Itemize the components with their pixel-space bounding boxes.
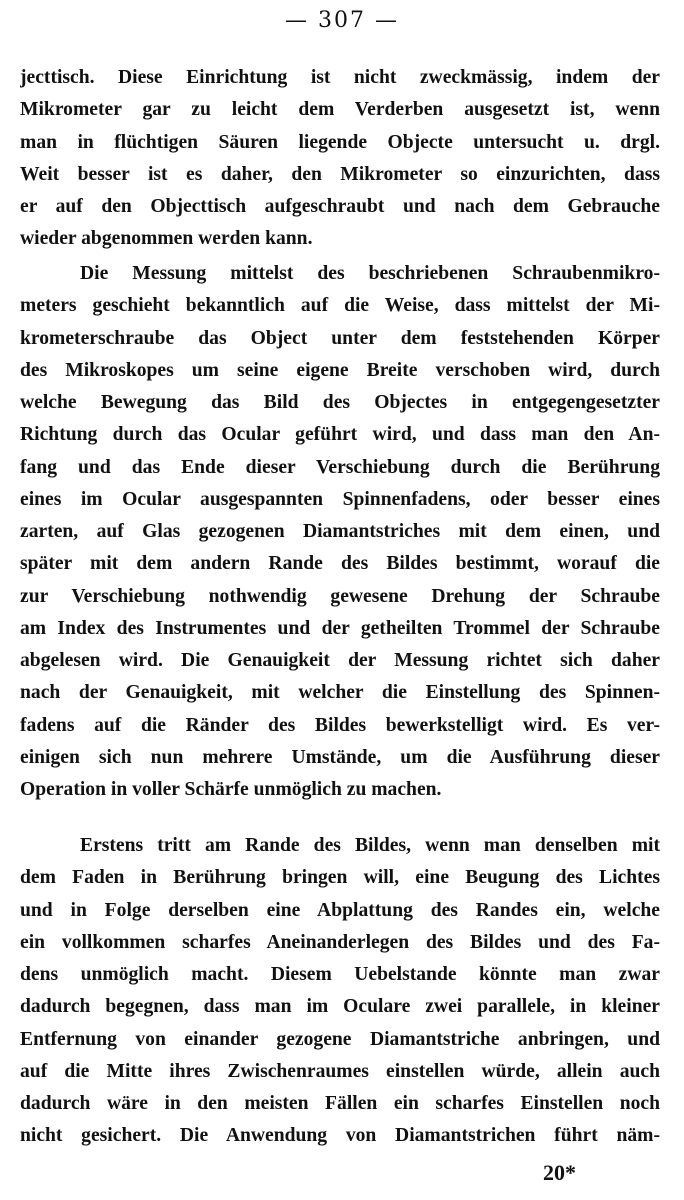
- text-line: einigen sich nun mehrere Umstände, um die Ausführung dieser: [20, 746, 660, 768]
- text-line: nach der Genauigkeit, mit welcher die Einstellung des Spinnen-: [20, 682, 660, 704]
- text-line: dadurch begegnen, dass man im Oculare zwei parallele, in kleiner: [20, 996, 660, 1018]
- text-line: Die Messung mittelst des beschriebenen Schraubenmikro-: [80, 263, 660, 284]
- text-line: Richtung durch das Ocular geführt wird, und dass man den An-: [20, 424, 660, 446]
- printer-signature-mark: 20*: [543, 1160, 576, 1185]
- text-line: Operation in voller Schärfe unmöglich zu machen.: [20, 779, 442, 800]
- text-line: Erstens tritt am Rande des Bildes, wenn man denselben mit: [80, 835, 660, 856]
- text-line: dem Faden in Berührung bringen will, eine Beugung des Lichtes: [20, 867, 660, 889]
- text-line: fang und das Ende dieser Verschiebung durch die Berührung: [20, 456, 660, 478]
- text-line: welche Bewegung das Bild des Objectes in entgegengesetzter: [20, 392, 660, 413]
- text-line: abgelesen wird. Die Genauigkeit der Messung richtet sich daher: [20, 650, 660, 671]
- text-line: nicht gesichert. Die Anwendung von Diamantstrichen führt näm-: [20, 1125, 660, 1147]
- paragraph-2: [20, 258, 660, 806]
- text-line: krometerschraube das Object unter dem feststehenden Körper: [20, 327, 660, 349]
- text-line: zarten, auf Glas gezogenen Diamantstriches mit dem einen, und: [20, 521, 660, 542]
- text-line: Weit besser ist es daher, den Mikrometer so einzurichten, dass: [20, 163, 660, 185]
- text-line: jecttisch. Diese Einrichtung ist nicht zweckmässig, indem der: [20, 67, 660, 88]
- text-line: wieder abgenommen werden kann.: [20, 228, 313, 250]
- text-line: dens unmöglich macht. Diesem Uebelstande könnte man zwar: [20, 964, 660, 985]
- text-line: am Index des Instrumentes und der getheilten Trommel der Schraube: [20, 617, 660, 639]
- text-line: auf die Mitte ihres Zwischenraumes einstellen würde, allein auch: [20, 1060, 660, 1082]
- text-line: man in flüchtigen Säuren liegende Objecte untersucht u. drgl.: [20, 131, 660, 153]
- page-number: — 307 —: [285, 8, 399, 33]
- text-line: eines im Ocular ausgespannten Spinnenfadens, oder besser eines: [20, 488, 660, 510]
- text-line: Entfernung von einander gezogene Diamantstriche anbringen, und: [20, 1028, 660, 1050]
- text-line: später mit dem andern Rande des Bildes bestimmt, worauf die: [20, 553, 660, 575]
- text-line: ein vollkommen scharfes Aneinanderlegen des Bildes und des Fa-: [20, 931, 660, 953]
- text-line: er auf den Objecttisch aufgeschraubt und nach dem Gebrauche: [20, 196, 660, 217]
- paragraph-1: [20, 62, 660, 256]
- text-line: und in Folge derselben eine Abplattung des Randes ein, welche: [20, 899, 660, 921]
- text-line: dadurch wäre in den meisten Fällen ein scharfes Einstellen noch: [20, 1093, 660, 1114]
- text-line: Mikrometer gar zu leicht dem Verderben ausgesetzt ist, wenn: [20, 99, 660, 121]
- text-line: fadens auf die Ränder des Bildes bewerkstelligt wird. Es ver-: [20, 714, 660, 736]
- text-line: des Mikroskopes um seine eigene Breite verschoben wird, durch: [20, 359, 660, 381]
- paragraph-3: [20, 830, 660, 1153]
- text-line: meters geschieht bekanntlich auf die Weise, dass mittelst der Mi-: [20, 295, 660, 317]
- text-line: zur Verschiebung nothwendig gewesene Drehung der Schraube: [20, 585, 660, 607]
